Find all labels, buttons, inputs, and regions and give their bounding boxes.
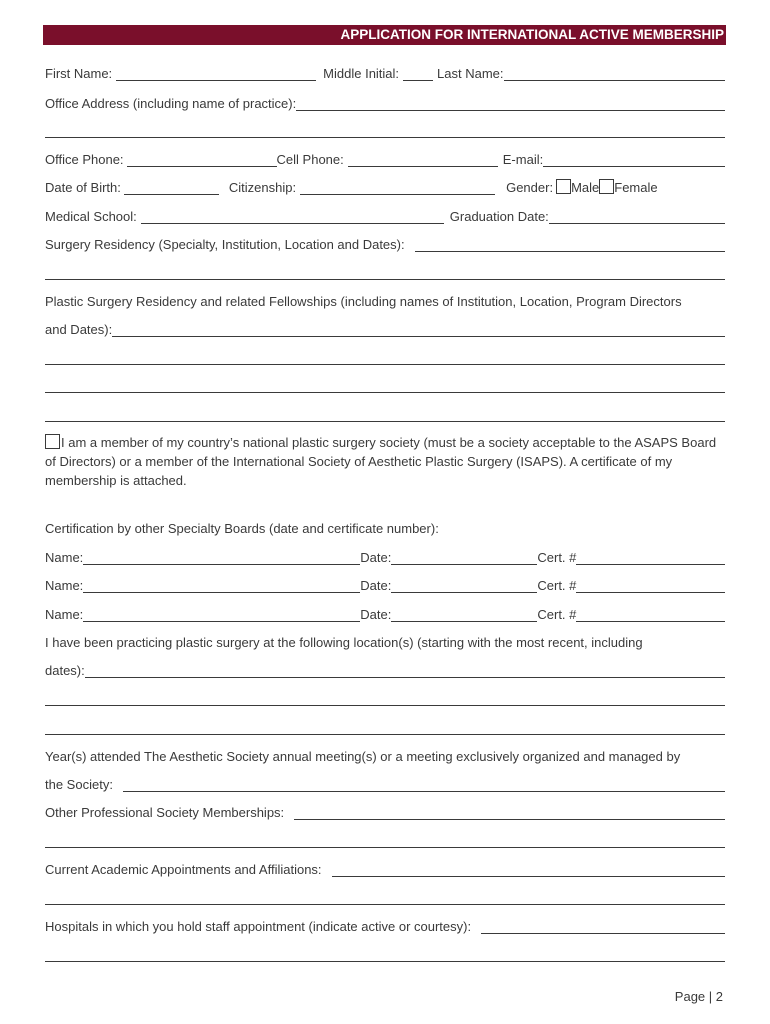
office-phone-label: Office Phone: — [45, 152, 124, 167]
last-name-label: Last Name: — [437, 66, 504, 81]
cert-date-field[interactable] — [391, 592, 537, 593]
hospitals-label: Hospitals in which you hold staff appointment (indicate active or courtesy): — [45, 919, 472, 934]
office-phone-field[interactable] — [127, 166, 277, 167]
cert-name-field[interactable] — [83, 621, 360, 622]
cert-number-field[interactable] — [576, 592, 725, 593]
membership-statement-text: I am a member of my country’s national plastic surgery society (must be a society acceptable to the ASAPS Board of Directors) or a member of the International Society of Aesthetic Plastic Surgery (ISAPS). A certificate of my membership is attached. — [45, 435, 717, 488]
dates-label: dates): — [45, 663, 85, 678]
cert-name-field[interactable] — [83, 592, 360, 593]
surgery-residency-field[interactable] — [415, 251, 725, 252]
office-address-field[interactable] — [296, 110, 725, 111]
years-attended-field[interactable] — [123, 791, 725, 792]
cert-number-field[interactable] — [576, 621, 725, 622]
citizenship-label: Citizenship: — [228, 180, 297, 195]
dob-field[interactable] — [124, 194, 219, 195]
page-number: Page | 2 — [674, 989, 723, 1004]
practicing-field-line-3[interactable] — [45, 734, 725, 735]
male-checkbox[interactable] — [556, 179, 571, 194]
academic-field-line-2[interactable] — [45, 904, 725, 905]
cert-row-3 — [45, 604, 725, 624]
years-attended-label: Year(s) attended The Aesthetic Society annual meeting(s) or a meeting exclusively organized and managed by — [45, 749, 681, 764]
surgery-residency-label: Surgery Residency (Specialty, Institution, Location and Dates): — [45, 237, 405, 252]
practicing-field[interactable] — [85, 677, 725, 678]
membership-statement — [45, 433, 725, 490]
cert-number-label: Cert. # — [537, 607, 577, 622]
society-row — [45, 774, 725, 794]
office-address-row — [45, 93, 725, 113]
cert-number-label: Cert. # — [537, 578, 577, 593]
medical-school-row — [45, 206, 725, 226]
practicing-label: I have been practicing plastic surgery at the following location(s) (starting with the most recent, including — [45, 635, 643, 650]
first-name-field[interactable] — [116, 80, 316, 81]
citizenship-field[interactable] — [300, 194, 495, 195]
the-society-label: the Society: — [45, 777, 113, 792]
plastic-residency-field-line-3[interactable] — [45, 392, 725, 393]
surgery-residency-row — [45, 234, 725, 254]
cert-name-label: Name: — [45, 550, 84, 565]
certification-label: Certification by other Specialty Boards (date and certificate number): — [45, 521, 439, 536]
cert-row-2 — [45, 575, 725, 595]
other-memberships-field[interactable] — [294, 819, 725, 820]
cert-number-field[interactable] — [576, 564, 725, 565]
academic-row — [45, 859, 725, 879]
plastic-residency-label: Plastic Surgery Residency and related Fellowships (including names of Institution, Location, Program Directors — [45, 294, 682, 309]
cert-date-label: Date: — [360, 607, 392, 622]
cell-phone-field[interactable] — [348, 166, 498, 167]
office-address-field-line-2[interactable] — [45, 137, 725, 138]
graduation-date-field[interactable] — [549, 223, 725, 224]
cert-number-label: Cert. # — [537, 550, 577, 565]
cert-name-field[interactable] — [83, 564, 360, 565]
gender-label: Gender: — [506, 180, 554, 195]
form-title: APPLICATION FOR INTERNATIONAL ACTIVE MEMBERSHIP — [340, 27, 724, 42]
office-address-label: Office Address (including name of practice): — [45, 96, 297, 111]
middle-initial-label: Middle Initial: — [323, 66, 400, 81]
dob-label: Date of Birth: — [45, 180, 121, 195]
cert-date-label: Date: — [360, 578, 392, 593]
dob-row — [45, 177, 725, 197]
first-name-label: First Name: — [45, 66, 113, 81]
practicing-field-line-2[interactable] — [45, 705, 725, 706]
plastic-residency-dates-row — [45, 319, 725, 339]
plastic-residency-field[interactable] — [112, 336, 725, 337]
medical-school-label: Medical School: — [45, 209, 137, 224]
plastic-residency-row — [45, 291, 725, 311]
graduation-date-label: Graduation Date: — [449, 209, 549, 224]
cert-date-field[interactable] — [391, 564, 537, 565]
and-dates-label: and Dates): — [45, 322, 113, 337]
plastic-residency-field-line-4[interactable] — [45, 421, 725, 422]
other-memberships-field-line-2[interactable] — [45, 847, 725, 848]
practicing-dates-row — [45, 660, 725, 680]
cert-name-label: Name: — [45, 578, 84, 593]
male-label: Male — [571, 180, 600, 195]
certification-row — [45, 518, 725, 538]
cert-date-field[interactable] — [391, 621, 537, 622]
email-field[interactable] — [543, 166, 725, 167]
email-label: E-mail: — [502, 152, 544, 167]
cert-date-label: Date: — [360, 550, 392, 565]
other-memberships-row — [45, 802, 725, 822]
academic-label: Current Academic Appointments and Affiliations: — [45, 862, 322, 877]
medical-school-field[interactable] — [141, 223, 444, 224]
hospitals-field-line-2[interactable] — [45, 961, 725, 962]
cert-name-label: Name: — [45, 607, 84, 622]
cert-row-1 — [45, 547, 725, 567]
years-attended-row — [45, 746, 725, 766]
plastic-residency-field-line-2[interactable] — [45, 364, 725, 365]
cell-phone-label: Cell Phone: — [276, 152, 344, 167]
academic-field[interactable] — [332, 876, 725, 877]
other-memberships-label: Other Professional Society Memberships: — [45, 805, 285, 820]
female-checkbox[interactable] — [599, 179, 614, 194]
form-header — [43, 25, 726, 45]
phone-row — [45, 149, 725, 169]
last-name-field[interactable] — [504, 80, 725, 81]
female-label: Female — [614, 180, 658, 195]
practicing-row — [45, 632, 725, 652]
name-row — [45, 63, 725, 83]
membership-checkbox[interactable] — [45, 434, 60, 449]
middle-initial-field[interactable] — [403, 80, 433, 81]
hospitals-row — [45, 916, 725, 936]
surgery-residency-field-line-2[interactable] — [45, 279, 725, 280]
hospitals-field[interactable] — [481, 933, 725, 934]
